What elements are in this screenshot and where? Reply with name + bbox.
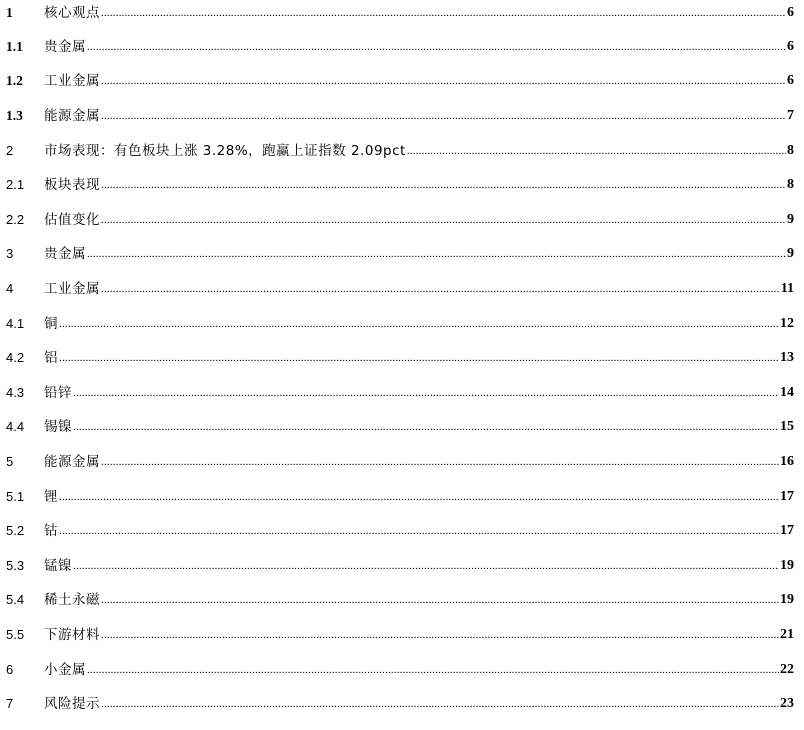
toc-entry-number: 7 xyxy=(6,696,14,711)
toc-entry-number: 1 xyxy=(6,5,13,20)
toc-entry-title: 铝 xyxy=(44,350,58,366)
toc-entry-title: 市场表现：有色板块上涨 3.28%，跑赢上证指数 2.09pct xyxy=(44,143,406,159)
toc-entry-title: 贵金属 xyxy=(44,246,86,262)
toc-entry-title: 铅锌 xyxy=(44,385,72,401)
toc-entry-4-1[interactable] xyxy=(6,313,794,335)
dot-leader xyxy=(101,693,779,715)
toc-entry-page: 11 xyxy=(780,281,794,296)
toc-entry-page: 6 xyxy=(787,5,794,20)
toc-entry-4-3[interactable] xyxy=(6,382,794,404)
toc-entry-page: 16 xyxy=(780,454,794,469)
toc-entry-3[interactable] xyxy=(6,243,794,265)
dot-leader xyxy=(101,209,786,231)
toc-entry-7[interactable] xyxy=(6,693,794,715)
toc-entry-5-4[interactable] xyxy=(6,589,794,611)
toc-entry-title: 小金属 xyxy=(44,662,86,678)
toc-entry-page: 9 xyxy=(787,246,794,261)
toc-entry-title: 核心观点 xyxy=(44,5,100,21)
toc-entry-number: 2 xyxy=(6,143,14,158)
toc-entry-title: 贵金属 xyxy=(44,39,86,55)
toc-entry-page: 23 xyxy=(780,696,794,711)
toc-entry-5-5[interactable] xyxy=(6,624,794,646)
toc-entry-number: 3 xyxy=(6,246,14,261)
dot-leader xyxy=(101,70,786,92)
dot-leader xyxy=(59,347,779,369)
dot-leader xyxy=(407,140,786,162)
toc-entry-1-2[interactable] xyxy=(6,70,794,92)
dot-leader xyxy=(87,243,786,265)
dot-leader xyxy=(101,174,786,196)
toc-entry-number: 1.1 xyxy=(6,39,23,54)
toc-entry-number: 5.4 xyxy=(6,592,25,607)
dot-leader xyxy=(101,624,779,646)
toc-entry-number: 5 xyxy=(6,454,14,469)
toc-entry-title: 钴 xyxy=(44,523,58,539)
dot-leader xyxy=(101,589,779,611)
toc-entry-1-1[interactable] xyxy=(6,36,794,58)
toc-entry-page: 7 xyxy=(787,108,794,123)
toc-entry-number: 5.3 xyxy=(6,558,25,573)
toc-entry-title: 锰镍 xyxy=(44,558,72,574)
toc-entry-title: 锂 xyxy=(44,489,58,505)
toc-entry-1[interactable] xyxy=(6,2,794,24)
toc-entry-page: 15 xyxy=(780,419,794,434)
toc-entry-number: 4.1 xyxy=(6,316,25,331)
toc-entry-2-1[interactable] xyxy=(6,174,794,196)
dot-leader xyxy=(59,520,779,542)
toc-entry-page: 19 xyxy=(780,592,794,607)
toc-entry-page: 13 xyxy=(780,350,794,365)
dot-leader xyxy=(101,105,786,127)
toc-entry-page: 8 xyxy=(787,143,794,158)
toc-entry-number: 4.2 xyxy=(6,350,25,365)
toc-entry-title: 工业金属 xyxy=(44,73,100,89)
toc-entry-title: 风险提示 xyxy=(44,696,100,712)
dot-leader xyxy=(101,2,786,24)
toc-entry-number: 6 xyxy=(6,662,14,677)
toc-entry-number: 5.1 xyxy=(6,489,25,504)
toc-entry-5-2[interactable] xyxy=(6,520,794,542)
toc-entry-number: 5.5 xyxy=(6,627,25,642)
toc-entry-6[interactable] xyxy=(6,659,794,681)
dot-leader xyxy=(87,659,779,681)
dot-leader xyxy=(101,451,779,473)
toc-entry-number: 1.3 xyxy=(6,108,23,123)
toc-entry-title: 板块表现 xyxy=(44,177,100,193)
dot-leader xyxy=(59,486,779,508)
toc-entry-page: 8 xyxy=(787,177,794,192)
toc-entry-number: 4.4 xyxy=(6,419,25,434)
toc-entry-title: 估值变化 xyxy=(44,212,100,228)
toc-entry-title: 稀土永磁 xyxy=(44,592,100,608)
toc-entry-4-4[interactable] xyxy=(6,416,794,438)
toc-entry-title: 工业金属 xyxy=(44,281,100,297)
toc-entry-page: 14 xyxy=(780,385,794,400)
toc-entry-number: 2.1 xyxy=(6,177,25,192)
toc-entry-5[interactable] xyxy=(6,451,794,473)
toc-entry-page: 19 xyxy=(780,558,794,573)
toc-entry-2-2[interactable] xyxy=(6,209,794,231)
toc-entry-page: 6 xyxy=(787,39,794,54)
toc-entry-page: 9 xyxy=(787,212,794,227)
toc-entry-1-3[interactable] xyxy=(6,105,794,127)
dot-leader xyxy=(73,555,779,577)
dot-leader xyxy=(73,416,779,438)
toc-entry-title: 能源金属 xyxy=(44,108,100,124)
toc-entry-2[interactable] xyxy=(6,140,794,162)
toc-entry-number: 4.3 xyxy=(6,385,25,400)
toc-entry-title: 铜 xyxy=(44,316,58,332)
toc-entry-page: 22 xyxy=(780,662,794,677)
dot-leader xyxy=(73,382,779,404)
toc-entry-page: 6 xyxy=(787,73,794,88)
toc-entry-5-1[interactable] xyxy=(6,486,794,508)
toc-entry-title: 锡镍 xyxy=(44,419,72,435)
toc-entry-number: 2.2 xyxy=(6,212,25,227)
toc-entry-page: 12 xyxy=(780,316,794,331)
toc-entry-number: 1.2 xyxy=(6,73,23,88)
toc-entry-title: 能源金属 xyxy=(44,454,100,470)
toc-entry-number: 5.2 xyxy=(6,523,25,538)
toc-entry-page: 21 xyxy=(780,627,794,642)
toc-entry-4[interactable] xyxy=(6,278,794,300)
dot-leader xyxy=(87,36,786,58)
toc-entry-page: 17 xyxy=(780,523,794,538)
dot-leader xyxy=(101,278,780,300)
toc-entry-number: 4 xyxy=(6,281,14,296)
toc-entry-page: 17 xyxy=(780,489,794,504)
toc-entry-5-3[interactable] xyxy=(6,555,794,577)
toc-entry-title: 下游材料 xyxy=(44,627,100,643)
dot-leader xyxy=(59,313,779,335)
toc-entry-4-2[interactable] xyxy=(6,347,794,369)
